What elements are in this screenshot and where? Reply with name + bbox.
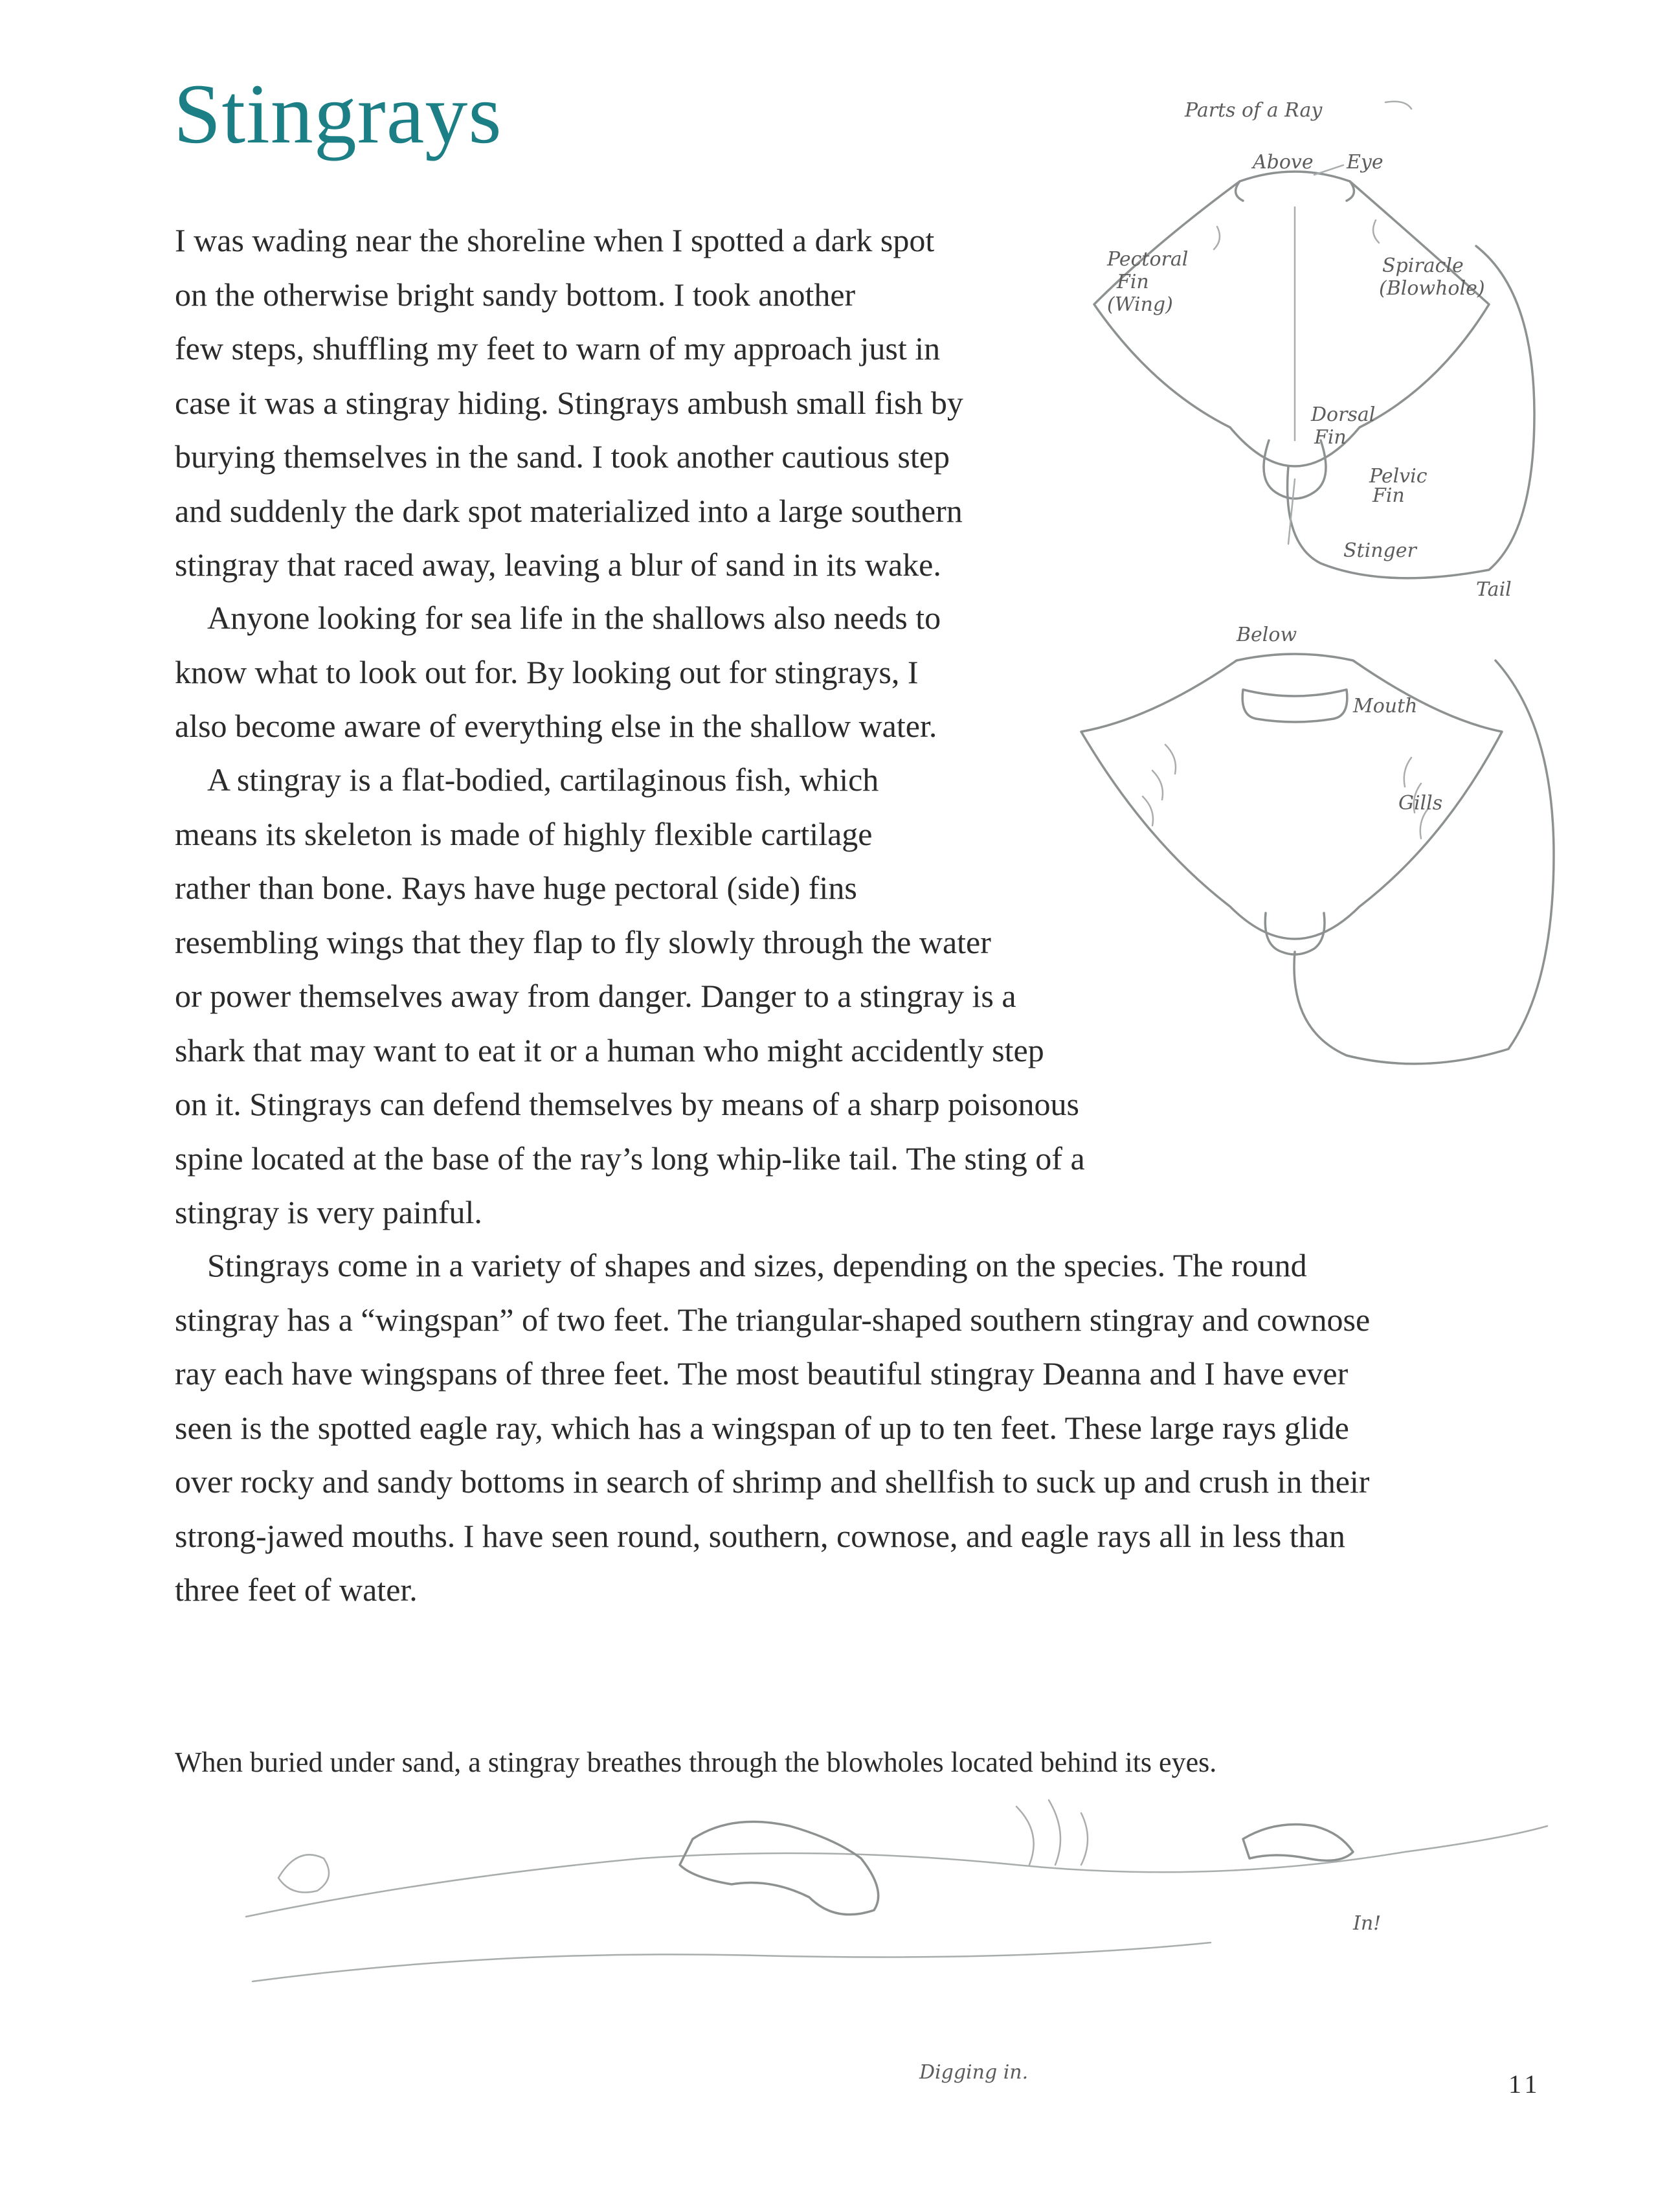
sand-drawing — [246, 1800, 1547, 1981]
diagram-heading: Parts of a Ray — [1185, 99, 1323, 122]
page-title: Stingrays — [174, 66, 502, 161]
pectoral-fin-label-2: Fin — [1117, 271, 1149, 293]
spiracle-label: Spiracle — [1382, 254, 1464, 277]
ray-bottom-view-sketch — [1081, 654, 1554, 1064]
spiracle-label-2: (Blowhole) — [1379, 277, 1485, 300]
tail-label: Tail — [1476, 578, 1512, 601]
ray-top-view-sketch — [1094, 172, 1534, 578]
gills-label: Gills — [1398, 792, 1443, 815]
pelvic-fin-label: Pelvic — [1369, 465, 1428, 488]
stinger-label: Stinger — [1343, 539, 1417, 562]
paragraph-1: I was wading near the shoreline when I spotted a dark spot on the otherwise bright sandy bottom. I took another few steps, shuffling my feet to warn of my approach just in case it was a stingray hiding. Stingrays ambush small fish by burying themselves in the sand. I took another cautious step and suddenly the dark spot materialized into a large southern stingray that raced away, leaving a blur of sand in its wake. — [175, 222, 963, 583]
pectoral-fin-label-3: (Wing) — [1107, 293, 1173, 316]
digging-in-label: Digging in. — [919, 2061, 1029, 2084]
dorsal-fin-label: Dorsal — [1311, 403, 1376, 426]
pelvic-fin-label-2: Fin — [1372, 484, 1405, 507]
paragraph-4: Stingrays come in a variety of shapes and sizes, depending on the species. The round stingray has a “wingspan” of two feet. The triangular-shaped southern stingray and cownose ray each have wingspans of three feet. The most beautiful stingray Deanna and I have ever seen is the spotted eagle ray, which has a wingspan of up to ten feet. These large rays glide over rocky and sandy bottoms in search of shrimp and shellfish to suck up and crush in their strong-jawed mouths. I have seen round, southern, cownose, and eagle rays all in less than three feet of water. — [175, 1247, 1371, 1608]
eye-leader — [1314, 165, 1343, 175]
paragraph-2: Anyone looking for sea life in the shallows also needs to know what to look out for. By looking out for stingrays, I also become aware of everything else in the shallow water. — [175, 600, 941, 744]
heading-flourish — [1385, 102, 1411, 109]
caption: When buried under sand, a stingray breathes through the blowholes located behind its eyes. — [175, 1746, 1217, 1778]
pectoral-fin-label: Pectoral — [1107, 248, 1189, 271]
ray-anatomy-diagram — [1023, 78, 1580, 1127]
above-label: Above — [1253, 151, 1314, 174]
eye-label: Eye — [1347, 151, 1383, 174]
paragraph-3: A stingray is a flat-bodied, cartilaginous fish, which means its skeleton is made of highly flexible cartilage rather than bone. Rays have huge pectoral (side) fins resembling wings that they flap to fly slowly through the water or power themselves away from danger. Danger to a stingray is a shark that may want to eat it or a human who might accidently step on it. Stingrays can defend themselves by means of a sharp poisonous spine located at the base of the ray’s long whip-like tail. The sting of a stingray is very painful. — [175, 761, 1085, 1230]
buried-stingrays-sketch — [240, 1787, 1554, 2150]
page-number: 11 — [1508, 2069, 1541, 2099]
dorsal-fin-label-2: Fin — [1314, 426, 1347, 449]
in-label: In! — [1353, 1912, 1382, 1935]
mouth-label: Mouth — [1353, 695, 1418, 717]
below-label: Below — [1237, 624, 1297, 646]
